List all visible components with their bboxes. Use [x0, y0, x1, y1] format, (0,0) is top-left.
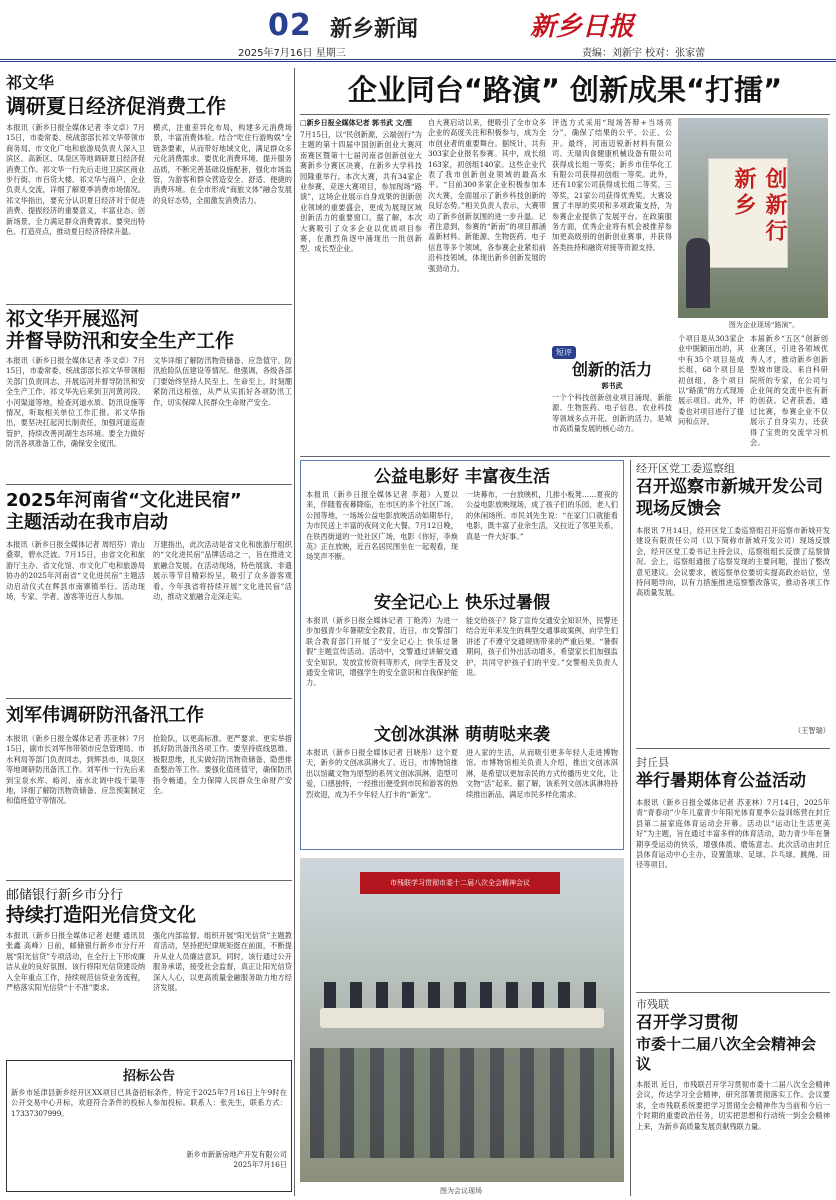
divider: [6, 880, 292, 881]
article-body-cont: 文华详细了解防汛物资储备、应急值守、防汛抢险队伍建设等情况。他强调，各级各部门要始终坚持人民至上、生命至上，时刻绷紧防汛这根弦，从严从实抓好各项防汛工作，切实保障人民群众生命财产安全。: [153, 356, 292, 407]
page-number: 02: [268, 8, 312, 43]
presenter-figure: [686, 238, 710, 308]
photo-signboard: [708, 158, 788, 268]
article-body: 本报讯（新乡日报全媒体记者 李超）入夏以来，伴随着夜幕降临，在市区的多个社区广场、公园等地，一场场公益电影放映活动如期举行，为市民送上丰富的夜间文化大餐。7月12日晚，在铁西街道的一处社区广场，电影《你好，李焕英》正在放映，近百名居民围坐在一起观看，现场笑声不断。: [306, 490, 458, 562]
article-disabled-federation: [636, 996, 830, 1200]
article-body-cont: 一块幕布，一台放映机，几排小板凳……夏夜的公益电影放映现场，成了孩子们的乐园、老人们的休闲场所。市民刘先生说：“在家门口就能看电影，既丰富了业余生活，又拉近了邻里关系，真是一件大好事。”: [466, 490, 618, 541]
column-divider: [630, 460, 631, 1196]
ad-footer: 新乡市新新房地产开发有限公司: [186, 1150, 287, 1159]
article-subheadline: 主题活动在我市启动: [6, 512, 168, 533]
article-culture-bnb: [6, 490, 292, 670]
article-subheadline: 现场反馈会: [636, 499, 721, 519]
divider: [6, 304, 292, 305]
article-headline: 召开巡察市新城开发公司: [636, 477, 823, 497]
masthead: [0, 0, 836, 62]
lead-col-6: [750, 334, 828, 452]
paper-logo: 新乡日报: [530, 12, 635, 42]
article-public-movies: [306, 464, 618, 582]
tender-notice-ad: [6, 1060, 292, 1192]
article-qi-river: [6, 308, 292, 502]
article-kicker: 封丘县: [636, 756, 669, 769]
meeting-photo: [300, 858, 624, 1182]
lead-body-6: 本届新乡“五区”创新创业赛区，引进各领域优秀人才，推动新乡创新型城市建设。来自科研院所的专家，在公司与企业间的交流中也有新的创获。记者获悉，通过比赛，参赛企业不仅展示了自身实力，还获得了宝贵的交流学习机会。: [750, 334, 828, 448]
divider: [300, 114, 830, 115]
article-subheadline: 并督导防汛和安全生产工作: [6, 330, 235, 352]
article-headline: 祁文华开展巡河: [6, 308, 140, 330]
article-headline: 文创冰淇淋 萌萌哒来袭: [374, 725, 550, 745]
article-sign: （王智瑞）: [794, 726, 830, 735]
divider: [6, 484, 292, 485]
issue-date: 2025年7月16日 星期三: [238, 48, 346, 59]
meeting-attendees: [324, 982, 600, 1008]
lead-body-2: 自大赛启动以来，便吸引了全市众多企业的高度关注和积极参与，成为全市创业者的重要舞台。据统计，共有303家企业报名参赛。其中，成长组163家，初创组140家。这些企业代表了我市创新创业领域的最高水平。“目前300多家企业积极参加本次大赛，全面展示了新乡科技创新的良好态势。”相关负责人表示，大赛带动了新乡创新氛围的进一步升温。记者注意到，参赛的“新南”的项目都涵盖新材料、新能源、生物医药、电子信息等多个领域，各参赛企业紧扣前沿科技领域，体现出新乡创新发展的强劲动力。: [428, 118, 546, 273]
article-body: 本报讯（新乡日报全媒体记者 丁艳涛）为进一步加强青少年暑期安全教育，近日，市交警部门联合教育部门开展了“安全记心上 快乐过暑假”主题宣传活动。活动中，交警通过讲解交通安全知识、发放宣传资料等形式，向学生普及交通安全常识，增强学生的安全意识和自我保护能力。: [306, 616, 458, 688]
article-body-cont: 进入家的生活，从而吸引更多年轻人走进博物馆。市博物馆相关负责人介绍，推出文创冰淇淋，是希望以更加亲民的方式传播历史文化，让文物“活”起来。据了解，该系列文创冰淇淋将持续推出新品，满足市民多样化需求。: [466, 748, 618, 799]
article-qi-consumption: [6, 70, 292, 281]
article-kicker: 经开区党工委巡察组: [636, 462, 735, 475]
column-divider: [294, 68, 295, 1196]
article-headline: 2025年河南省“文化进民宿”: [6, 490, 242, 511]
article-headline: 举行暑期体育公益活动: [636, 771, 806, 791]
divider: [6, 698, 292, 699]
signboard-text: 创新行 新乡: [731, 167, 788, 245]
article-body: 本报讯（新乡日报全媒体记者 吕晓彤）这个夏天，新乡的文创冰淇淋火了。近日，市博物馆推出以馆藏文物为原型的系列文创冰淇淋，造型可爱，口感独特，一经推出便受到市民和游客的热烈欢迎，成为不少年轻人打卡的“新宠”。: [306, 748, 458, 799]
article-flood-prevention: [6, 704, 292, 886]
article-body-cont: 抢险队，以更高标准、更严要求、更实举措抓好防汛备汛各项工作。要坚持底线思维、极限思维，扎实做好防汛物资储备、隐患排查整治等工作。要强化值班值守，确保防汛指令畅通，全力保障人民群众生命财产安全。: [153, 734, 292, 796]
divider: [636, 992, 830, 993]
article-subheadline: 市委十二届八次全会精神会议: [636, 1035, 817, 1073]
ad-body: 新乡市延津县新乡经开区XX项目已具备招标条件，特定于2025年7月16日上午9时在公开交易中心开标，欢迎符合条件的投标人参加投标。联系人：张先生，联系方式：17337307999。: [11, 1088, 287, 1118]
comment-body: 一个个科技创新创业项目涌现，新能源、生物医药、电子信息、农业科技等领域多点开花。创新的活力，是城市高质量发展的核心动力。: [552, 393, 672, 434]
section-title: 新乡新闻: [330, 17, 419, 42]
lead-col-3: [552, 118, 672, 336]
article-kicker: 邮储银行新乡市分行: [6, 888, 124, 903]
meeting-audience: [310, 1048, 614, 1158]
lead-photo-caption: 图为企业现场“路演”。: [728, 321, 800, 329]
meeting-table: [320, 1008, 604, 1028]
article-headline: 安全记心上 快乐过暑假: [374, 593, 550, 613]
article-kicker: 祁文华: [6, 73, 55, 92]
article-body-cont: 横式，注重差异化布局，构建多元消费场景，丰富消费体验。结合“吃住行游购娱”全链条要素，从而带好地域文化，满足群众多元化消费需求。要优化消费环境、提升服务品质，不断完善基础设施配套，强化市场监管，为游客和群众营造安全、舒适、便捷的消费环境。在全市形成“商旅文体”融合发展的良好态势，全面激发消费活力。: [153, 123, 292, 205]
article-postal-bank: [6, 884, 292, 1057]
editor-credits: 责编：刘新宇 校对：张家蕾: [582, 48, 706, 59]
short-comment: [552, 340, 672, 452]
article-body: 本报讯（新乡日报全媒体记者 李文卓）7月15日，市委常委、统战部部长祁文华带领相关部门负责同志，开展巡河并督导防汛和安全生产工作。祁文华先后来到卫河黄河段、小河渠道等地，检查河道水质、防汛设施等情况，听取相关单位工作汇报。祁文华指出，要坚决扛起河长制责任，加强河道巡查管护，持续改善河湖生态环境。要全力做好防汛各项准备工作，确保安全度汛。: [6, 356, 145, 449]
lead-col-1: [300, 118, 422, 458]
banner-text: 市残联学习贯彻市委十二届八次全会精神会议: [390, 879, 530, 887]
article-headline: 持续打造阳光信贷文化: [6, 904, 197, 926]
article-body: 本报讯（新乡日报全媒体记者 赵健 通讯员 张鑫 高峰）日前，邮储银行新乡市分行开展“阳光信贷”专项活动，在全行上下形成廉洁从业的良好氛围。该行将阳光信贷建设纳入全年重点工作，持续规范信贷业务流程，严格落实阳光信贷“十不准”要求。: [6, 931, 145, 993]
article-body: 本报讯 7月14日，经开区党工委巡察组召开巡察市新城开发建设有限责任公司（以下简称市新城开发公司）现场反馈会，经开区党工委书记主持会议，巡察组组长反馈了巡察情况。会上，巡察组通报了巡察发现的主要问题，提出了整改意见建议。会议要求，被巡察单位要切实提高政治站位，坚持问题导向，以有力措施推进巡察整改落实，推动各项工作高质量发展。: [636, 526, 830, 598]
ad-title: 招标公告: [122, 1069, 175, 1084]
article-headline: 刘军伟调研防汛备汛工作: [6, 705, 204, 726]
article-body-cont: 强化内部监督，组织开展“阳光信贷”主题教育活动，坚持把纪律规矩挺在前面，不断提升从业人员廉洁意识。同时，该行通过公开服务承诺，接受社会监督，真正让阳光信贷深入人心，以更高质量金融服务助力地方经济发展。: [153, 931, 292, 993]
article-kicker: 市残联: [636, 998, 669, 1011]
lead-col-5: [678, 334, 744, 452]
article-body-cont: 能交给孩子？除了宣传交通安全知识外，民警还结合近年来发生的典型交通事故案例，向学生们讲述了不遵守交通规则带来的严重后果。“暑假期间，孩子们外出活动增多，希望家长们加强监护，共同守护孩子们的平安。”交警相关负责人说。: [466, 616, 618, 678]
article-body-cont: 万建指出，此次活动是省文化和旅游厅组织的“文化进民宿”品牌活动之一，旨在推进文旅融合发展。在活动现场，特色展演、非遗展示等节目精彩纷呈，吸引了众多游客观看。今年我省将持续开展“文化进民宿”活动，推动文旅融合走深走实。: [153, 540, 292, 602]
article-body: 本报讯（新乡日报全媒体记者 周绍芬）青山叠翠，碧水泛波。7月15日，由省文化和旅游厅主办、省文化馆、市文化广电和旅游局协办的2025年河南省“文化进民宿”主题活动启动仪式在辉县市南寨镇举行。活动现场，专家、学者、游客等近百人参加。: [6, 540, 145, 602]
comment-author: 郭书武: [601, 382, 623, 390]
lead-byline: □新乡日报全媒体记者 郭书武 文/图: [300, 119, 413, 127]
article-headline: 公益电影好 丰富夜生活: [374, 467, 550, 487]
article-inspection: [636, 460, 830, 736]
article-body: 本报讯（新乡日报全媒体记者 苏亚林）7月15日，副市长刘军伟带领市应急管理局、市水利局等部门负责同志，到辉县市、凤泉区等地调研防汛备汛工作。刘军伟一行先后来到宝泉水库、峪河、南水北调中线干渠等地，详细了解防汛物资储备、应急预案制定和值班值守等情况。: [6, 734, 145, 806]
comment-label: 短评: [552, 346, 576, 359]
ad-date: 2025年7月16日: [233, 1160, 287, 1170]
comment-title: 创新的活力: [571, 360, 652, 379]
lead-col-2: [428, 118, 546, 456]
article-body: 本报讯 近日，市残联召开学习贯彻市委十二届八次全会精神会议，传达学习全会精神，研究部署贯彻落实工作。会议要求，全市残联系统要把学习贯彻全会精神作为当前和今后一个时期的重要政治任务，切实把思想和行动统一到全会精神上来，为新乡高质量发展贡献残联力量。: [636, 1080, 830, 1131]
article-fengqiu-sports: [636, 754, 830, 984]
meeting-photo-caption: 图为会议现场: [440, 1187, 482, 1195]
meeting-banner: [360, 872, 560, 894]
lead-headline-block: [300, 70, 830, 110]
article-summer-safety: [306, 590, 618, 716]
article-headline: 调研夏日经济促消费工作: [6, 94, 226, 118]
lead-photo: [678, 118, 828, 318]
article-body: 本报讯（新乡日报全媒体记者 苏亚林）7月14日，2025年青“青春动”少年儿童青少年阳光体育夏季公益训练营在封丘县第二届家庭体育运动会开幕。活动以“运动让生活更美好”为主题，旨在通过丰富多样的体育活动，助力青少年在暑期享受运动的快乐，增强体质、磨炼意志。此次活动由封丘县体育运动中心主办，设置篮球、足球、乒乓球、跳绳、田径等项目。: [636, 798, 830, 870]
article-headline: 召开学习贯彻: [636, 1013, 738, 1033]
article-ice-cream: [306, 722, 618, 844]
article-body: 本报讯（新乡日报全媒体记者 李文卓）7月15日，市委常委、统战部部长祁文华带领市商务局、市文化广电和旅游局负责人深入卫滨区、高新区、凤泉区等地调研夏日经济促消费工作。祁文华一行先后走进卫滨区商业步行街、市百货大楼、祁文华与商户、企业负责人交流，详细了解夏季消费市场情况。祁文华指出，要充分认识夏日经济对于促进消费、提振经济的重要意义，丰富业态、创新场景，全力满足群众消费需求。要突出特色、打造亮点，推动夏日经济持续升温。: [6, 123, 145, 237]
divider: [300, 456, 830, 457]
lead-body-1: 7月15日，以“民创新源，云端创行”为主题的第十四届中国创新创业大赛河南赛区暨第十七届河南省创新创业大赛新乡分赛区决赛，在新乡大学科技园隆重举行。本次大赛，共有34家企业参赛，竞逐大赛项目，参加现场“路演”，这场企业展示自身成果的创新创业领域的重要盛会，更成为展现区域创新活力的重要窗口。据了解，本次大赛吸引了众多企业以优质项目参赛，在激烈角逐中涌现出一批创新型、成长型企业。: [300, 130, 422, 254]
lead-body-3: 评选方式采用“现场答辩+当场亮分”，确保了结果的公平、公正、公开。最终，河南迈锐新材料有限公司、天瑞肉食健康机械设备有限公司获得成长组一等奖；新乡市佳华化工有限公司获得初创组一等奖。此外，还有10家公司获得成长组二等奖、三等奖，21家公司获得优秀奖。大赛设置了丰厚的奖项和多项政策支持，为参赛企业提供了发展平台。在政策服务方面，优秀企业将有机会被推荐参加更高级别的创新创业赛事，并获得各类扶持和融资对接等资源支持。: [552, 118, 672, 252]
lead-body-5: 个项目是从303家企业中脱颖而出的，其中有35个项目是成长组、68个项目是初创组，各个项目以“路演”的方式现场展示项目。此外，评委也对项目进行了提问和点评。: [678, 334, 744, 427]
divider: [636, 748, 830, 749]
lead-headline: 企业同台“路演” 创新成果“打擂”: [347, 73, 783, 107]
